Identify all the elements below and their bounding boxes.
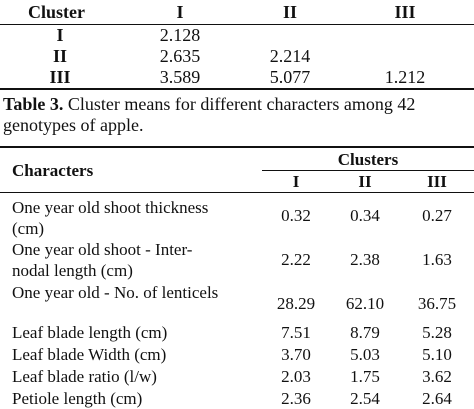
t3-cell: 62.10 <box>345 294 385 313</box>
t3-cell: 0.32 <box>281 206 311 225</box>
t3-cell: 2.36 <box>281 389 311 408</box>
t2-row-label: I <box>56 25 64 45</box>
t2-cell: 5.077 <box>269 67 311 87</box>
t3-header-clusters: Clusters <box>337 150 399 169</box>
table3-caption-label: Table 3. <box>3 94 64 114</box>
t3-cluster-label-II: II <box>358 172 372 191</box>
t3-cell: 2.54 <box>350 389 380 408</box>
t3-header-rule <box>0 192 474 193</box>
t3-row-label: Leaf blade length (cm) <box>12 323 168 342</box>
t3-cell: 5.28 <box>422 323 452 342</box>
t3-cell: 1.63 <box>422 250 452 269</box>
t3-cell: 36.75 <box>417 294 457 313</box>
t3-row-label: Petiole length (cm) <box>12 389 143 408</box>
t2-cell: 2.128 <box>159 25 201 45</box>
t3-row-label: One year old shoot - Inter- nodal length (cm) <box>12 240 193 280</box>
t2-cell: 1.212 <box>384 67 426 87</box>
t2-cell: 2.635 <box>159 46 201 66</box>
t3-row-label: Leaf blade Width (cm) <box>12 345 167 364</box>
t3-cell: 5.10 <box>422 345 452 364</box>
t3-clusters-rule <box>262 170 474 171</box>
t2-row-label: III <box>49 67 71 87</box>
t3-header-characters: Characters <box>12 161 94 180</box>
t2-header-cluster: Cluster <box>28 2 85 22</box>
t3-cell: 1.75 <box>350 367 380 386</box>
t2-bottom-rule <box>0 88 474 90</box>
t2-cell: 2.214 <box>269 46 311 66</box>
table3-caption-text: Cluster means for different characters among 42 <box>63 94 416 114</box>
t3-row-label: One year old shoot thickness (cm) <box>12 198 209 238</box>
t3-cell: 2.22 <box>281 250 311 269</box>
t2-header-I: I <box>176 2 184 22</box>
t2-row-label: II <box>52 46 67 66</box>
t3-cell: 8.79 <box>350 323 380 342</box>
t3-cell: 3.62 <box>422 367 452 386</box>
t2-header-III: III <box>394 2 416 22</box>
t3-cluster-label-I: I <box>292 172 300 191</box>
table3-caption-line2: genotypes of apple. <box>3 115 144 135</box>
t3-row-label: Leaf blade ratio (l/w) <box>12 367 157 386</box>
t3-cell: 2.64 <box>422 389 452 408</box>
t2-header-II: II <box>282 2 297 22</box>
t3-row-label: One year old - No. of lenticels <box>12 283 219 302</box>
t3-cell: 7.51 <box>281 323 311 342</box>
t3-cell: 5.03 <box>350 345 380 364</box>
t3-cell: 2.38 <box>350 250 380 269</box>
t3-cluster-label-III: III <box>427 172 447 191</box>
t3-cell: 2.03 <box>281 367 311 386</box>
table3-caption-line1 <box>3 94 415 115</box>
t2-cell: 3.589 <box>159 67 201 87</box>
t3-cell: 0.34 <box>350 206 380 225</box>
t3-cell: 0.27 <box>422 206 452 225</box>
t3-cell: 28.29 <box>276 294 316 313</box>
t3-top-rule <box>0 146 474 148</box>
t3-cell: 3.70 <box>281 345 311 364</box>
